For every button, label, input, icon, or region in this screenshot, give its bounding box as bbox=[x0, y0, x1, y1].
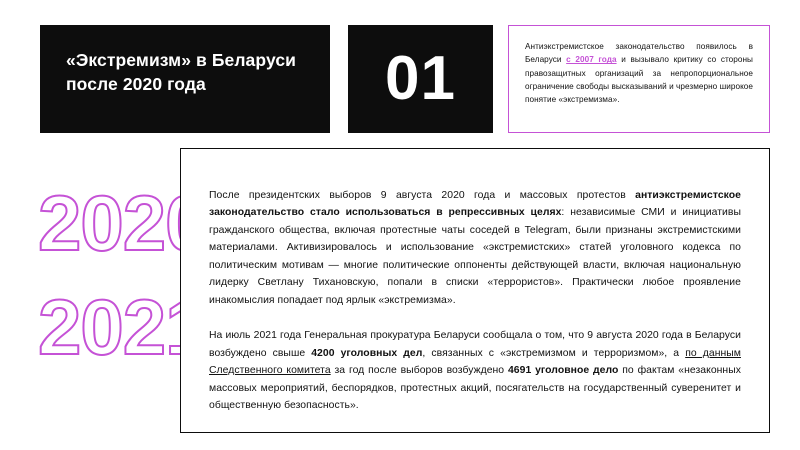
note-part-1: Антиэкстремистское законодательство появилось в Беларуси bbox=[525, 42, 753, 65]
paragraph-1-segment-1: После президентских выборов 9 августа 2020 года и массовых протестов bbox=[209, 190, 636, 201]
body-box bbox=[180, 148, 770, 433]
slide-title: «Экстремизм» в Беларуси после 2020 года bbox=[66, 50, 297, 94]
slide-number: 01 bbox=[385, 44, 456, 113]
background-year-2021: 2021 bbox=[38, 283, 208, 372]
note-text bbox=[525, 40, 753, 106]
note-highlight: с 2007 года bbox=[566, 55, 617, 65]
paragraph-2-segment-2: 4200 уголовных дел bbox=[311, 347, 423, 359]
paragraph-1-segment-2: антиэкстремистское законодательство стало использоваться в репрессивных целях bbox=[209, 190, 741, 219]
paragraph-2 bbox=[209, 327, 741, 414]
paragraph-2-segment-6: 4691 уголовное дело bbox=[507, 365, 619, 377]
paragraph-1 bbox=[209, 187, 741, 309]
background-year-2020: 2020 bbox=[38, 179, 208, 267]
paragraph-2-segment-4: по данным Следственного комитета bbox=[209, 347, 741, 377]
slide-number-box bbox=[348, 25, 493, 133]
note-box bbox=[508, 25, 770, 133]
paragraph-2-segment-5: за год после выборов возбуждено bbox=[330, 365, 508, 377]
paragraph-2-segment-7: по фактам «незаконных массовых мероприятий, беспорядков, протестных акций, посягательств на государственный суверенитет и общественную безопасность». bbox=[209, 365, 741, 412]
paragraph-2-segment-1: На июль 2021 года Генеральная прокуратура Беларуси сообщала о том, что 9 августа 2020 года в Беларуси возбуждено свыше bbox=[209, 330, 741, 359]
note-part-2: и вызывало критику со стороны правозащитных организаций за непропорциональное ограничение свободы высказываний и чрезмерно широкое понятие «экстремизма». bbox=[525, 55, 753, 105]
paragraph-1-segment-3: : независимые СМИ и инициативы гражданского общества, включая протестные чаты соседей в Telegram, были признаны экстремистскими материалами. Активизировалось и использование «экстремистских» статей уголовного кодекса по политическим мотивам — многие политические оппоненты действующей власти, включая национальную лидерку Светлану Тихановскую, попали в списки «террористов». Практически любое проявление инакомыслия попадает под ярлык «экстремизма». bbox=[209, 207, 741, 306]
title-box bbox=[40, 25, 330, 133]
paragraph-2-segment-3: , связанных с «экстремизмом и терроризмом», а bbox=[422, 347, 686, 359]
